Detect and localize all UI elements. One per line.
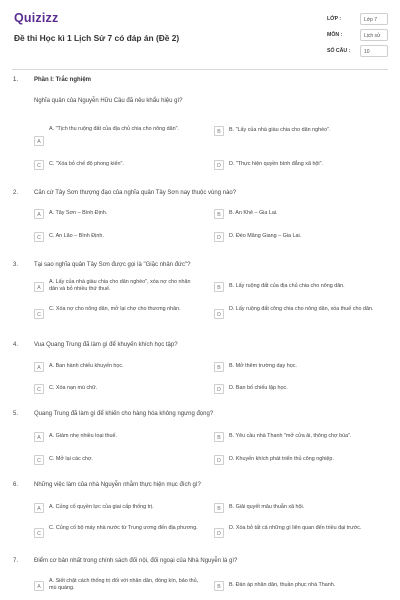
worksheet-header: [0, 0, 400, 62]
option-text: D. Khuyến khích phát triển thủ công nghiệp.: [229, 456, 334, 462]
meta-label: LỚP :: [327, 16, 342, 22]
option-letter-box: C: [34, 309, 44, 319]
option-letter-box: C: [34, 232, 44, 242]
meta-row-subject: [327, 29, 389, 45]
option-text: C. "Xóa bỏ chế độ phong kiến".: [49, 161, 124, 167]
option-text: A. Lấy của nhà giàu chia cho dân nghèo", xóa nợ cho nhân dân và bỏ nhiều thứ thuế.: [49, 279, 191, 292]
section-number: 1.: [13, 77, 19, 83]
question-text: Nghĩa quân của Nguyễn Hữu Cầu đã nêu khẩu hiệu gì?: [34, 98, 183, 104]
option-text: A. Củng cố quyền lực của giai cấp thống trị.: [49, 504, 154, 510]
option-text: C. Mở lại các chợ.: [49, 456, 93, 462]
option-letter-box: D: [214, 160, 224, 170]
option-letter-box: B: [214, 503, 224, 513]
option-letter-box: D: [214, 455, 224, 465]
option-letter-box: A: [34, 581, 44, 591]
question-number: 5.: [13, 411, 19, 417]
meta-row-class: [327, 13, 389, 29]
option-letter-box: C: [34, 160, 44, 170]
option-letter-box: B: [214, 432, 224, 442]
question-number: 3.: [13, 262, 19, 268]
option-letter-box: A: [34, 362, 44, 372]
header-divider: [12, 69, 388, 70]
meta-value-box: Lịch sử: [360, 29, 388, 41]
option-letter-box: D: [214, 232, 224, 242]
option-text: B. Yêu cầu nhà Thanh "mở cửa ải, thông chợ búa".: [229, 433, 352, 439]
option-text: C. Xóa nạn mù chữ.: [49, 385, 98, 391]
option-text: D. Đèo Măng Giang – Gia Lai.: [229, 233, 302, 239]
option-text: B. Lấy ruộng đất của địa chủ chia cho nông dân.: [229, 283, 345, 289]
option-letter-box: B: [214, 209, 224, 219]
meta-value-box: Lớp 7: [360, 13, 388, 25]
question-text: Những việc làm của nhà Nguyễn nhằm thực hiện mục đích gì?: [34, 482, 201, 488]
option-letter-box: B: [214, 362, 224, 372]
option-text: B. "Lấy của nhà giàu chia cho dân nghèo".: [229, 127, 331, 133]
question-text: Quang Trung đã làm gì để khiến cho hàng hóa không ngưng đọng?: [34, 411, 214, 417]
option-letter-box: A: [34, 432, 44, 442]
option-letter-box: A: [34, 136, 44, 146]
option-text: B. Đàn áp nhân dân, thuần phục nhà Thanh.: [229, 582, 336, 588]
option-letter-box: C: [34, 528, 44, 538]
worksheet-title: Đề thi Học kì 1 Lịch Sử 7 có đáp án (Đề 2): [14, 33, 180, 43]
option-letter-box: C: [34, 384, 44, 394]
meta-row-count: [327, 45, 389, 61]
meta-panel: [327, 13, 389, 61]
option-text: C. Củng cố bộ máy nhà nước từ Trung ương đến địa phương.: [49, 525, 198, 531]
option-text: B. Giải quyết mâu thuẫn xã hội.: [229, 504, 305, 510]
option-text: D. Xóa bỏ tất cả những gì liên quan đến triều đại trước.: [229, 525, 362, 531]
option-letter-box: B: [214, 126, 224, 136]
option-text: B. An Khê – Gia Lai.: [229, 210, 278, 216]
option-text: A. Siết chặt cách thống trị đối với nhân dân, đóng kín, bảo thủ, mù quáng.: [49, 578, 199, 591]
option-letter-box: D: [214, 309, 224, 319]
question-text: Điểm cơ bản nhất trong chính sách đối nội, đối ngoại của Nhà Nguyễn là gì?: [34, 558, 238, 564]
option-letter-box: B: [214, 282, 224, 292]
option-letter-box: D: [214, 384, 224, 394]
option-text: A. Giảm nhẹ nhiều loại thuế.: [49, 433, 118, 439]
option-text: A. Tây Sơn – Bình Định.: [49, 210, 108, 216]
meta-value-box: 10: [360, 45, 388, 57]
option-text: A. Ban hành chiếu khuyến học.: [49, 363, 124, 369]
question-number: 4.: [13, 342, 19, 348]
question-text: Căn cứ Tây Sơn thượng đạo của nghĩa quân Tây Sơn nay thuộc vùng nào?: [34, 190, 237, 196]
question-number: 2.: [13, 190, 19, 196]
option-text: C. An Lão – Bình Định.: [49, 233, 104, 239]
option-letter-box: C: [34, 455, 44, 465]
option-text: C. Xóa nợ cho nông dân, mở lại chợ cho thương nhân.: [49, 306, 181, 312]
option-letter-box: A: [34, 209, 44, 219]
option-letter-box: A: [34, 503, 44, 513]
option-letter-box: D: [214, 528, 224, 538]
option-text: D. Ban bố chiếu lập học.: [229, 385, 288, 391]
question-text: Vua Quang Trung đã làm gì để khuyến khích học tập?: [34, 342, 178, 348]
option-text: D. Lấy ruộng đất công chia cho nông dân, xóa thuế cho dân.: [229, 306, 374, 312]
section-title: Phần I: Trắc nghiệm: [34, 77, 92, 83]
question-text: Tại sao nghĩa quân Tây Sơn được gọi là "Giặc nhân đức"?: [34, 262, 191, 268]
meta-label: SỐ CÂU :: [327, 48, 351, 54]
option-text: A. "Tịch thu ruộng đất của địa chủ chia cho nông dân".: [49, 126, 179, 132]
quizizz-logo: Quizizz: [14, 11, 59, 25]
meta-label: MÔN :: [327, 32, 343, 38]
option-letter-box: A: [34, 282, 44, 292]
option-letter-box: B: [214, 581, 224, 591]
option-text: B. Mở thêm trường dạy học.: [229, 363, 297, 369]
question-number: 6.: [13, 482, 19, 488]
option-text: D. "Thực hiện quyền bình đẳng xã hội".: [229, 161, 324, 167]
question-number: 7.: [13, 558, 19, 564]
